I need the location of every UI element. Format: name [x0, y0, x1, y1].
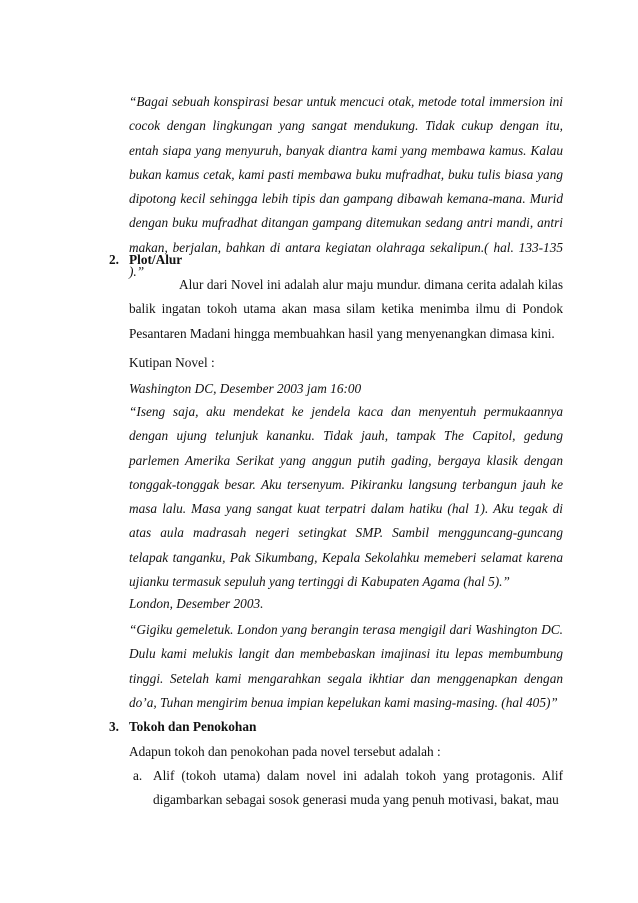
quote-washington: “Iseng saja, aku mendekat ke jendela kaca dan menyentuh permukaannya dengan ujung telunjuk kananku. Tidak jauh, tampak The Capitol, gedung parlemen Amerika Serikat yang anggun putih gading, bergaya klasik dengan tonggak-tonggak besar. Aku tersenyum. Pikiranku langsung terbangun jauh ke masa lalu. Masa yang sangat kuat terpatri dalam hatiku (hal 1). Aku tegak di atas aula madrasah negeri setingkat SMP. Sambil mengguncang-guncang telapak tanganku, Pak Sikumbang, Kepala Sekolahku memeberi selamat karena ujianku termasuk sepuluh yang tertinggi di Kabupaten Agama (hal 5).” [129, 404, 563, 590]
section-3-intro: Adapun tokoh dan penokohan pada novel tersebut adalah : [129, 744, 441, 759]
list-item-a-text: Alif (tokoh utama) dalam novel ini adalah tokoh yang protagonis. Alif digambarkan sebagai sosok generasi muda yang penuh motivasi, bakat, mau [153, 768, 563, 808]
section-2-title: Plot/Alur [129, 252, 183, 267]
section-2-paragraph: Alur dari Novel ini adalah alur maju mundur. dimana cerita adalah kilas balik ingatan tokoh utama akan masa silam ketika menimba ilmu di Pondok Pesantaren Madani hingga membuahkan hasil yang menyenangkan dimasa kini. [129, 277, 563, 341]
section-2-heading [109, 250, 182, 270]
section-2-number: 2. [109, 252, 119, 267]
place-london: London, Desember 2003. [129, 596, 264, 611]
place-washington: Washington DC, Desember 2003 jam 16:00 [129, 381, 362, 396]
kutipan-label: Kutipan Novel : [129, 355, 215, 370]
quote-immersion: “Bagai sebuah konspirasi besar untuk mencuci otak, metode total immersion ini cocok dengan lingkungan yang sangat mendukung. Tidak cukup dengan itu, entah siapa yang menyuruh, banyak diantra kami yang membawa kamus. Kalau bukan kamus cetak, kami pasti membawa buku mufradhat, buku tulis biasa yang dipotong kecil sehingga lebih tipis dan gampang dibawah kemana-mana. Murid dengan buku mufradhat ditangan gampang ditemukan sedang antri mandi, antri makan, berjalan, bahkan di antara kegiatan olahraga sekalipun.( hal. 133-135 ).” [129, 94, 563, 280]
section-3-heading [109, 717, 256, 737]
list-item-a [133, 764, 563, 813]
section-3-title: Tokoh dan Penokohan [129, 719, 257, 734]
list-item-a-marker: a. [133, 768, 143, 783]
quote-london: “Gigiku gemeletuk. London yang berangin terasa mengigil dari Washington DC. Dulu kami melukis langit dan membebaskan imajinasi itu lepas membumbung tinggi. Setelah kami mengarahkan segala ikhtiar dan menggenapkan dengan do’a, Tuhan mengirim benua impian kepelukan kami masing-masing. (hal 405)” [129, 622, 563, 710]
section-3-number: 3. [109, 719, 119, 734]
